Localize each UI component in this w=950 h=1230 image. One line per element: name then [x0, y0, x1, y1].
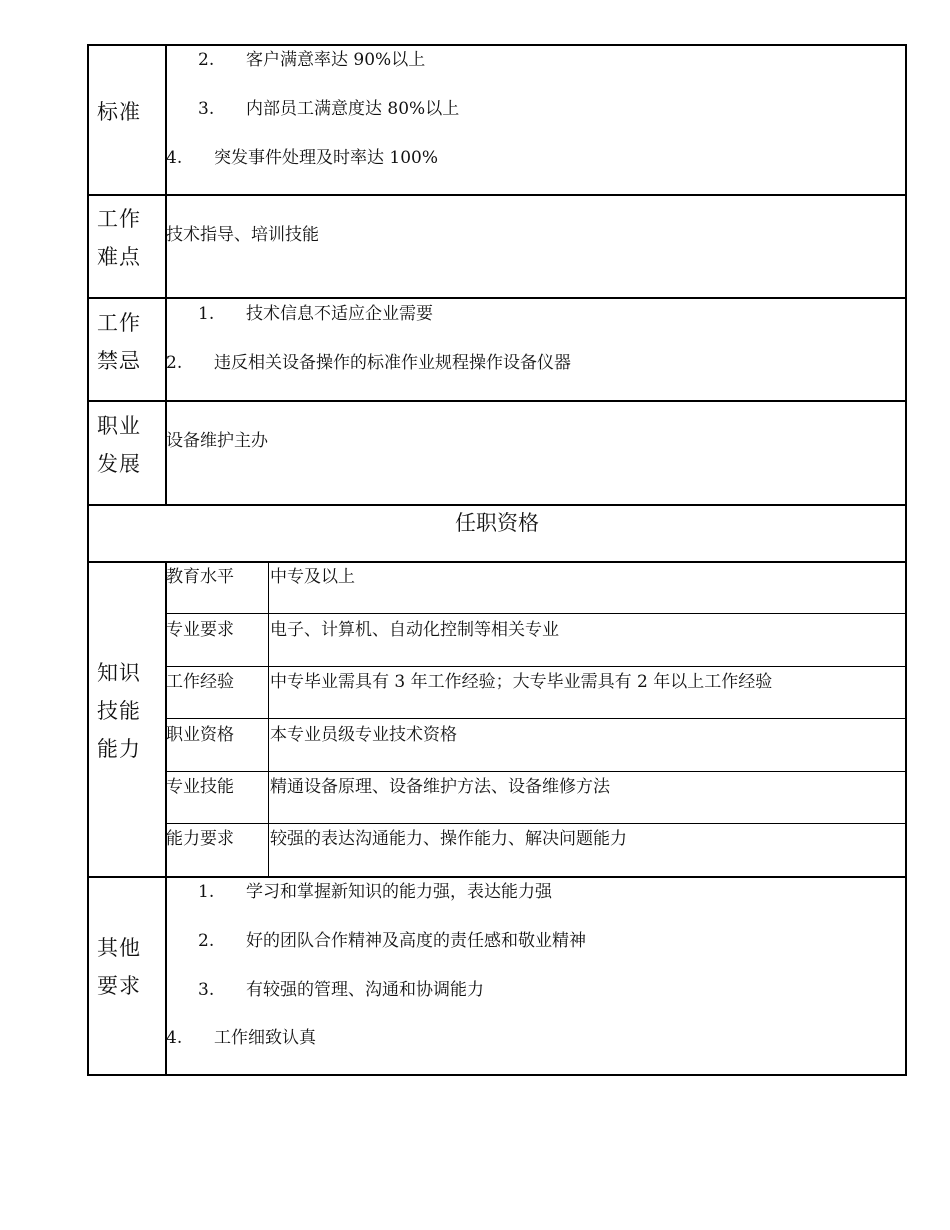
subrow-divider — [166, 823, 907, 824]
qualification-key: 专业技能 — [166, 777, 234, 797]
row-divider — [87, 297, 907, 299]
qualification-value: 中专及以上 — [270, 567, 355, 587]
row-divider — [87, 561, 907, 563]
row-divider — [87, 876, 907, 878]
qualification-key: 职业资格 — [166, 725, 234, 745]
section-title: 任职资格 — [455, 511, 539, 535]
qualification-value: 本专业员级专业技术资格 — [270, 725, 457, 745]
qualification-value: 中专毕业需具有 3 年工作经验；大专毕业需具有 2 年以上工作经验 — [270, 672, 773, 692]
qualification-key: 教育水平 — [166, 567, 234, 587]
qualification-key: 专业要求 — [166, 620, 234, 640]
qualification-value: 较强的表达沟通能力、操作能力、解决问题能力 — [270, 829, 627, 849]
subrow-divider — [166, 718, 907, 719]
other-label: 其他 要求 — [97, 936, 141, 998]
difficulty-text: 技术指导、培训技能 — [166, 225, 319, 245]
career-text: 设备维护主办 — [166, 431, 268, 451]
row-divider — [87, 400, 907, 402]
taboo-label: 工作 禁忌 — [97, 311, 141, 373]
qualification-value: 电子、计算机、自动化控制等相关专业 — [270, 620, 559, 640]
difficulty-label: 工作 难点 — [97, 207, 141, 269]
subrow-divider — [166, 666, 907, 667]
subrow-divider — [166, 613, 907, 614]
subrow-divider — [166, 771, 907, 772]
row-divider — [87, 194, 907, 196]
standard-label: 标准 — [97, 100, 141, 124]
qualification-label: 知识 技能 能力 — [97, 661, 141, 761]
qualification-key: 能力要求 — [166, 829, 234, 849]
qualification-value: 精通设备原理、设备维护方法、设备维修方法 — [270, 777, 610, 797]
qualification-key: 工作经验 — [166, 672, 234, 692]
column-divider — [268, 561, 269, 877]
career-label: 职业 发展 — [97, 414, 141, 476]
